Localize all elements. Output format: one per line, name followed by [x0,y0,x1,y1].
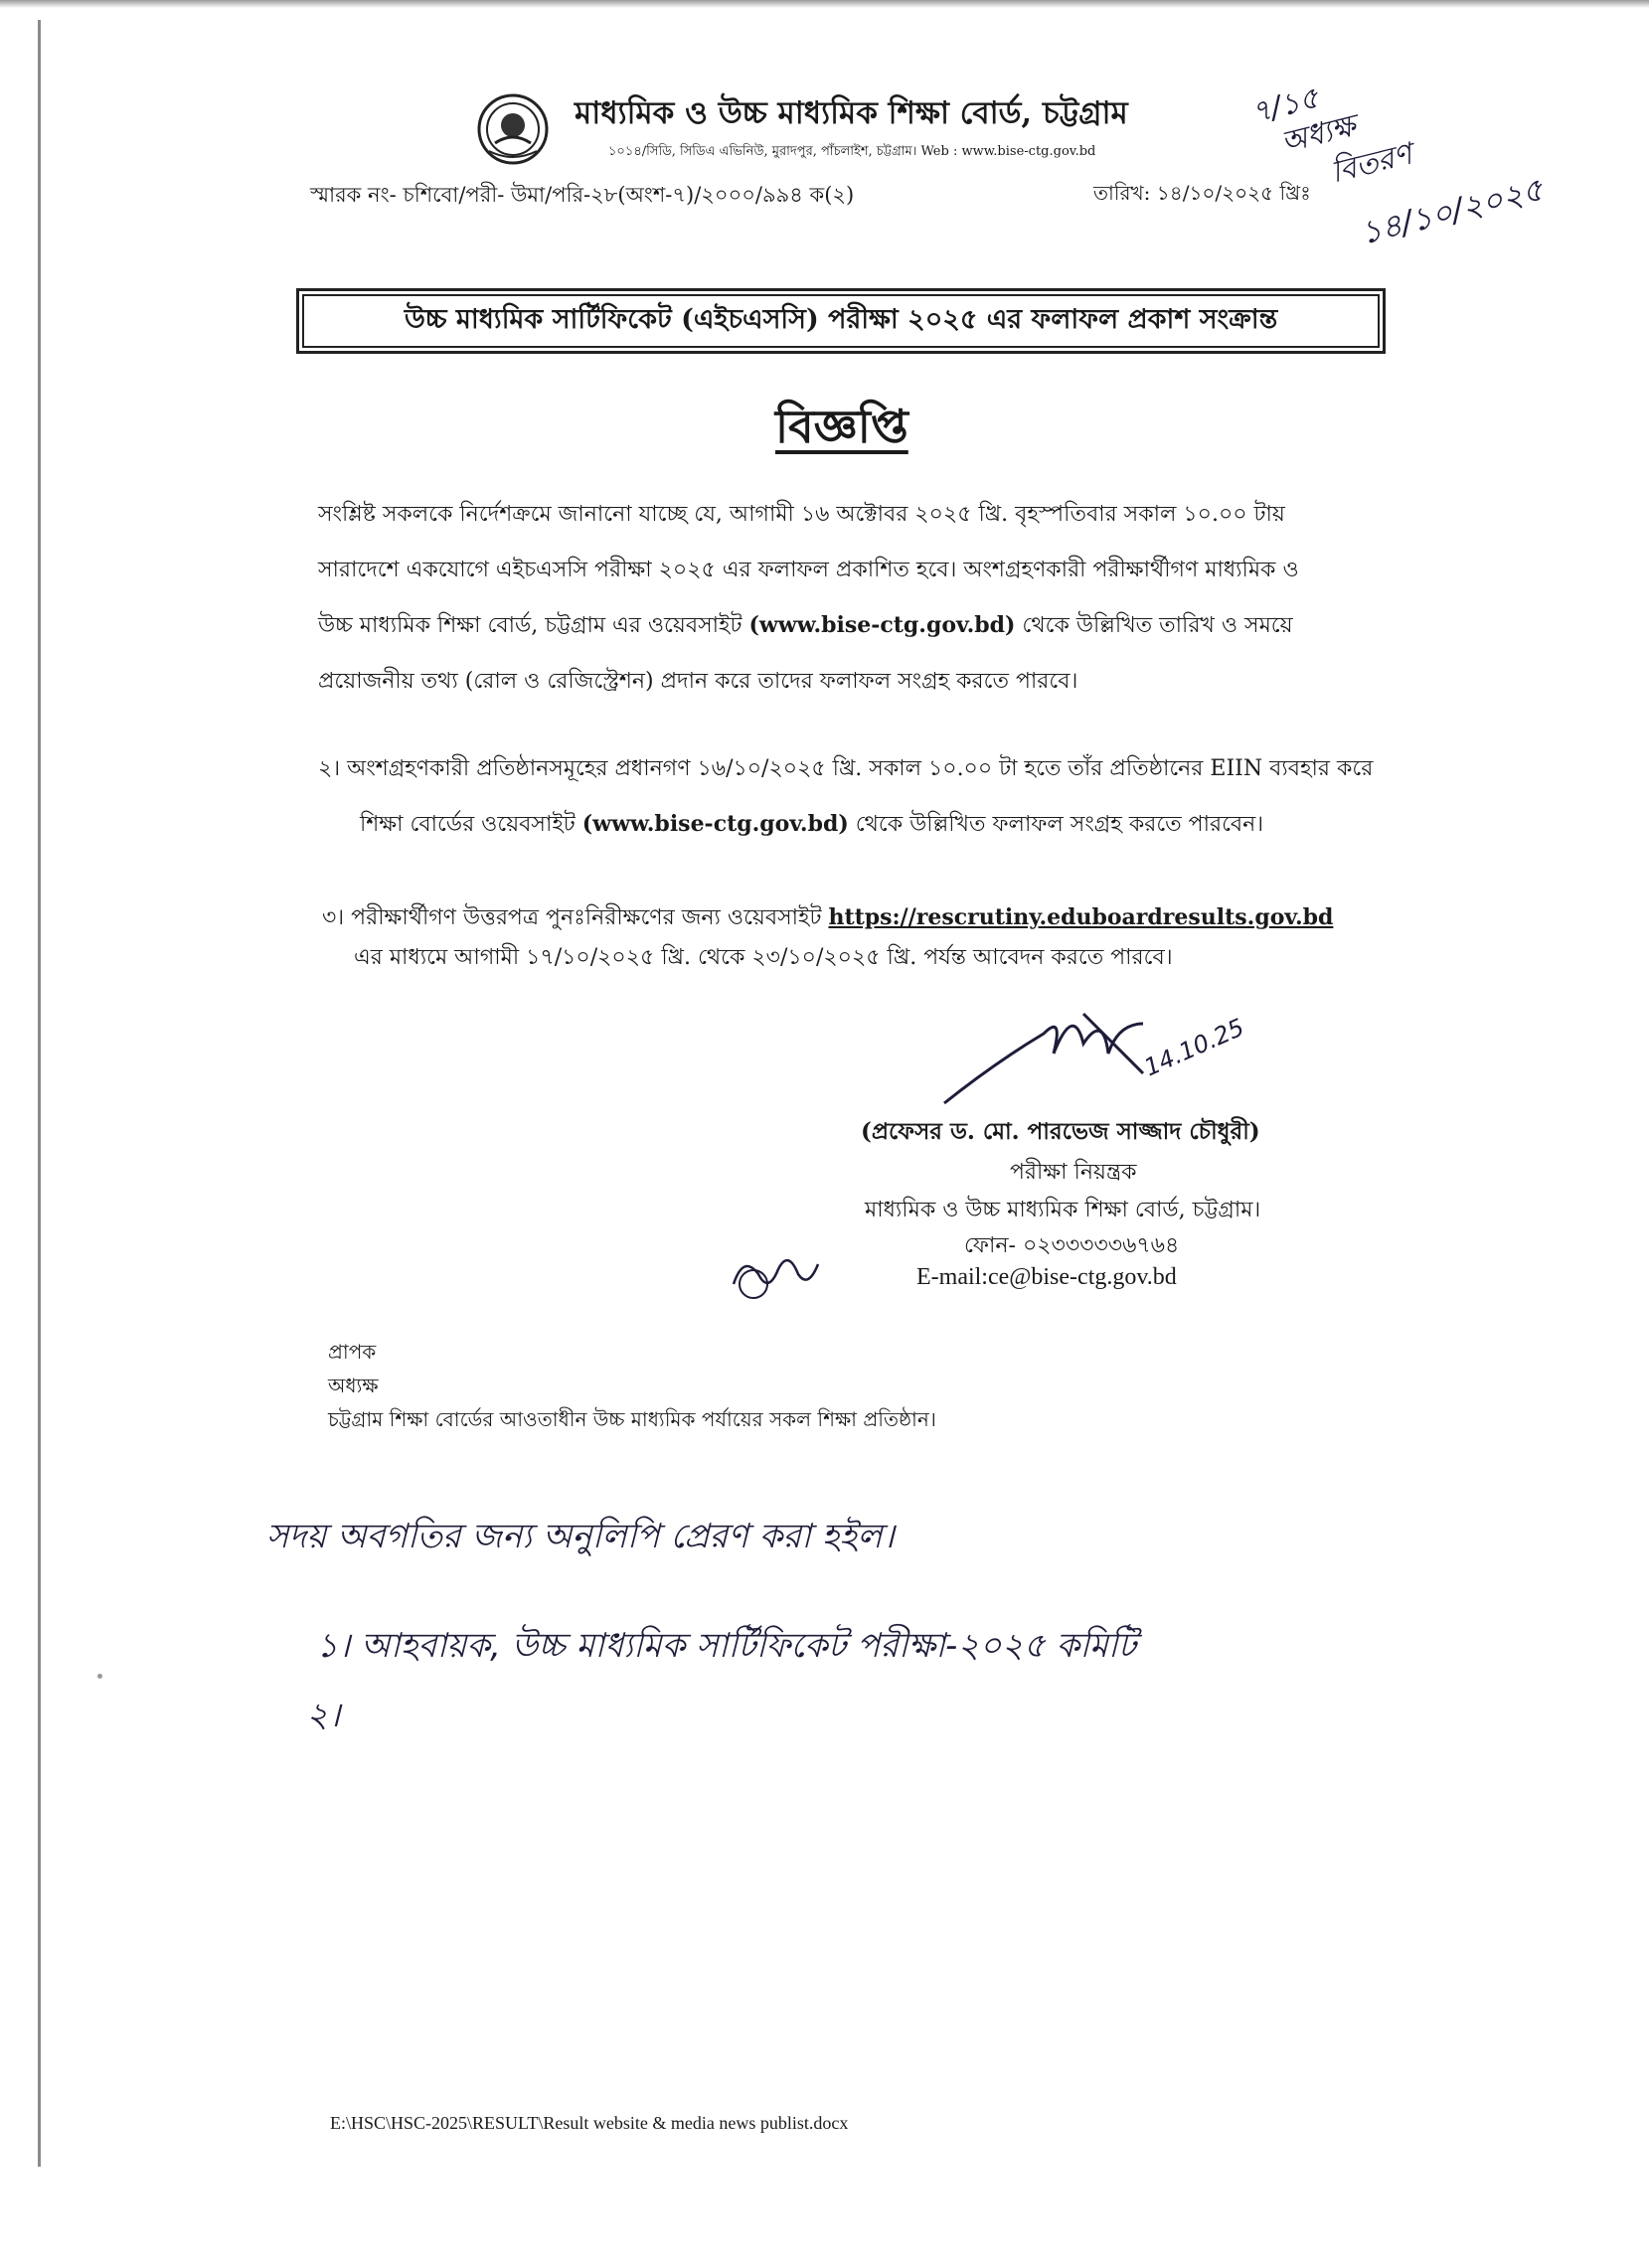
signatory-email: E-mail:ce@bise-ctg.gov.bd [916,1264,1177,1290]
corner-note-line2: অধ্যক্ষ [1277,108,1360,161]
corner-note-line3: বিতরণ [1327,136,1415,191]
board-name: মাধ্যমিক ও উচ্চ মাধ্যমিক শিক্ষা বোর্ড, চট্টগ্রাম [575,95,1128,131]
para3-line1 [322,900,1333,937]
subject-text: উচ্চ মাধ্যমিক সার্টিফিকেট (এইচএসসি) পরীক্ষা ২০২৫ এর ফলাফল প্রকাশ সংক্রান্ত [404,303,1278,335]
subject-box [296,288,1386,354]
board-address: ১০১৪/সিডি, সিডিএ এভিনিউ, মুরাদপুর, পাঁচলাইশ, চট্টগ্রাম। Web : www.bise-ctg.gov.bd [608,144,1096,159]
signatory-designation: পরীক্ষা নিয়ন্ত্রক [1010,1160,1137,1185]
para1-line3 [318,608,1293,645]
para1-line3-text-a: উচ্চ মাধ্যমিক শিক্ষা বোর্ড, চট্টগ্রাম এর ওয়েবসাইট [318,613,749,638]
para2-line2 [360,807,1263,844]
signatory-office: মাধ্যমিক ও উচ্চ মাধ্যমিক শিক্ষা বোর্ড, চট্টগ্রাম। [865,1198,1261,1222]
para1-line4: প্রয়োজনীয় তথ্য (রোল ও রেজিস্ট্রেশন) প্রদান করে তাদের ফলাফল সংগ্রহ করতে পারবে। [318,669,1078,694]
signature-date: 14.10.25 [1139,1013,1248,1082]
para1-line2: সারাদেশে একযোগে এইচএসসি পরীক্ষা ২০২৫ এর ফলাফল প্রকাশিত হবে। অংশগ্রহণকারী পরীক্ষার্থীগণ মাধ্যমিক ও [318,558,1299,582]
memo-number: স্মারক নং- চশিবো/পরী- উমা/পরি-২৮(অংশ-৭)/২০০০/৯৯৪ ক(২) [310,183,855,207]
para3-line1-text: ৩। পরীক্ষার্থীগণ উত্তরপত্র পুনঃনিরীক্ষণের জন্য ওয়েবসাইট [322,905,829,930]
rescrutiny-link[interactable]: https://rescrutiny.eduboardresults.gov.bd [828,904,1334,930]
signatory-phone: ফোন- ০২৩৩৩৩৩৬৭৬৪ [964,1233,1180,1258]
scan-left-edge [38,20,41,2167]
board-website-link[interactable]: (www.bise-ctg.gov.bd) [748,612,1016,638]
scan-top-edge [0,0,1649,8]
para2-line2-text-b: থেকে উল্লিখিত ফলাফল সংগ্রহ করতে পারবেন। [848,812,1264,837]
signatory-name: (প্রফেসর ড. মো. পারভেজ সাজ্জাদ চৌধুরী) [861,1118,1260,1145]
para2-line2-text-a: শিক্ষা বোর্ডের ওয়েবসাইট [360,812,582,837]
issue-date: তারিখ: ১৪/১০/২০২৫ খ্রিঃ [1093,181,1311,205]
notice-title: বিজ্ঞপ্তি [775,400,908,453]
para1-line1: সংশ্লিষ্ট সকলকে নির্দেশক্রমে জানানো যাচ্ছে যে, আগামী ১৬ অক্টোবর ২০২৫ খ্রি. বৃহস্পতিবার সকাল ১০.০০ টায় [318,502,1285,527]
scan-speck [97,1674,102,1679]
para1-line3-text-b: থেকে উল্লিখিত তারিখ ও সময়ে [1015,613,1293,638]
handwritten-note-3: ২। [306,1696,341,1735]
board-logo-icon [475,91,551,167]
initial-mark [724,1244,823,1304]
corner-note-line4: ১৪/১০/২০২৫ [1356,170,1548,252]
corner-handwritten-note [1223,40,1580,258]
file-path-footer: E:\HSC\HSC-2025\RESULT\Result website & media news publist.docx [330,2113,849,2133]
recipient-role: অধ্যক্ষ [328,1374,379,1397]
para3-line2: এর মাধ্যমে আগামী ১৭/১০/২০২৫ খ্রি. থেকে ২৩/১০/২০২৫ খ্রি. পর্যন্ত আবেদন করতে পারবে। [354,945,1173,970]
handwritten-note-2: ১। আহবায়ক, উচ্চ মাধ্যমিক সার্টিফিকেট পরীক্ষা-২০২৫ কমিটি [316,1626,1137,1666]
para2-line1: ২। অংশগ্রহণকারী প্রতিষ্ঠানসমূহের প্রধানগণ ১৬/১০/২০২৫ খ্রি. সকাল ১০.০০ টা হতে তাঁর প্রতিষ্ঠানের EIIN ব্যবহার করে [318,756,1374,781]
recipient-label: প্রাপক [328,1340,377,1364]
handwritten-note-1: সদয় অবগতির জন্য অনুলিপি প্রেরণ করা হইল। [266,1517,895,1556]
recipient-target: চট্টগ্রাম শিক্ষা বোর্ডের আওতাধীন উচ্চ মাধ্যমিক পর্যায়ের সকল শিক্ষা প্রতিষ্ঠান। [328,1407,936,1431]
board-website-link-2[interactable]: (www.bise-ctg.gov.bd) [581,811,849,837]
corner-note-line1: ৭/১৫ [1247,80,1323,131]
